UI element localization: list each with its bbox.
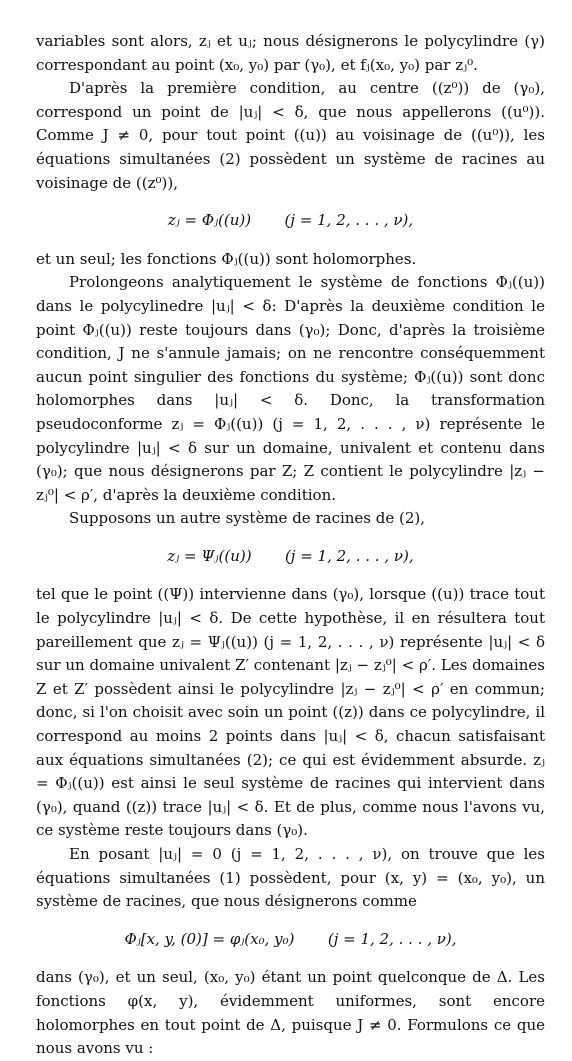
paragraph-first-condition: D'après la première condition, au centre ((z⁰)) de (γ₀), correspond un point de |uⱼ| < δ, que nous appellerons ((u⁰)). Comme J ≠ 0, pour tout point ((u)) au voisinage de ((u⁰)), les équations simultanées (2) possèdent un système de racines au voisinage de ((z⁰)),: [36, 79, 545, 192]
paragraph-holomorphic: et un seul; les fonctions Φⱼ((u)) sont holomorphes.: [36, 249, 417, 268]
equation-phi: zⱼ = Φⱼ((u)) (j = 1, 2, . . . , ν),: [167, 211, 414, 230]
paragraph-suppose: Supposons un autre système de racines de (2),: [69, 509, 426, 528]
equation-psi: zⱼ = Ψⱼ((u)) (j = 1, 2, . . . , ν),: [167, 546, 414, 565]
paragraph-conclusion: dans (γ₀), et un seul, (x₀, y₀) étant un point quelconque de Δ. Les fonctions φ(x, y), évidemment uniformes, sont encore holomorphes en tout point de Δ, puisque J ≠ 0. Formulons ce que nous avons vu :: [36, 968, 545, 1058]
paragraph-prolongation: Prolongeons analytiquement le système de fonctions Φⱼ((u)) dans le polycylinedre |uⱼ| < δ: D'après la deuxième condition le point Φⱼ((u)) reste toujours dans (γ₀); Donc, d'après la troisième condition, J ne s'annule jamais; on ne rencontre conséquemment aucun point singulier des fonctions du système; Φⱼ((u)) sont donc holomorphes dans |uⱼ| < δ. Donc, la transformation pseudoconforme zⱼ = Φⱼ((u)) (j = 1, 2, . . . , ν) représente le polycylindre |uⱼ| < δ sur un domaine, univalent et contenu dans (γ₀); que nous désignerons par Z; Z contient le polycylindre |zⱼ − zⱼ⁰| < ρ′, d'après la deuxième condition.: [36, 273, 545, 504]
paragraph-contradiction: tel que le point ((Ψ)) intervienne dans (γ₀), lorsque ((u)) trace tout le polycylindre |uⱼ| < δ. De cette hypothèse, il en résultera tout pareillement que zⱼ = Ψⱼ((u)) (j = 1, 2, . . . , ν) représente |uⱼ| < δ sur un domaine univalent Z′ contenant |zⱼ − zⱼ⁰| < ρ′. Les domaines Z et Z′ possèdent ainsi le polycylindre |zⱼ − zⱼ⁰| < ρ′ en commun; donc, si l'on choisit avec soin un point ((z)) dans ce polycylindre, il correspond au moins 2 points dans |uⱼ| < δ, chacun satisfaisant aux équations simultanées (2); ce qui est évidemment absurde. zⱼ = Φⱼ((u)) est ainsi le seul système de racines qui intervient dans (γ₀), quand ((z)) trace |uⱼ| < δ. Et de plus, comme nous l'avons vu, ce système reste toujours dans (γ₀).: [36, 585, 545, 840]
paragraph-setting-u-zero: En posant |uⱼ| = 0 (j = 1, 2, . . . , ν), on trouve que les équations simultanées (1) possèdent, pour (x, y) = (x₀, y₀), un système de racines, que nous désignerons comme: [36, 845, 545, 911]
equation-phi-x-y: Φⱼ[x, y, (0)] = φⱼ(x₀, y₀) (j = 1, 2, . . . , ν),: [124, 929, 457, 948]
paragraph-intro: variables sont alors, zⱼ et uⱼ; nous désignerons le polycylindre (γ) correspondant au point (x₀, y₀) par (γ₀), et fⱼ(x₀, y₀) par zⱼ⁰.: [36, 32, 545, 74]
